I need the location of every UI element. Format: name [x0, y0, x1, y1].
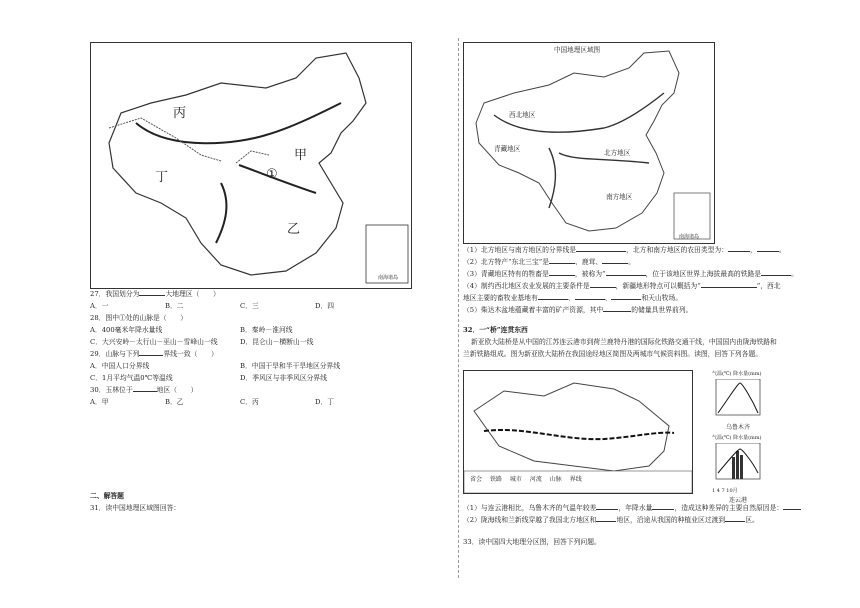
map2-south: 南方地区 — [606, 193, 633, 201]
label-one: ① — [266, 167, 278, 182]
q28-stem: 28．图中①处的山脉是（ ） — [90, 314, 188, 322]
map2-qingzang: 青藏地区 — [494, 145, 521, 153]
q29-d: D．季风区与非季风区分界线 — [240, 374, 328, 382]
label-yi: 乙 — [287, 222, 301, 237]
q30-b: B．乙 — [165, 398, 184, 406]
q28-a: A．400毫米年降水量线 — [90, 326, 163, 334]
section-title: 二、解答题 — [90, 492, 124, 500]
map2-north: 北方地区 — [604, 149, 631, 157]
q28-c: C．大兴安岭－太行山－巫山－雪峰山一线 — [90, 338, 218, 346]
climate-label-2: 气温(℃) 降水量(mm) — [712, 435, 762, 441]
city-urumqi: 乌鲁木齐 — [725, 424, 750, 431]
q33-stem: 33．读中国四大地理分区图，回答下列问题。 — [463, 538, 601, 546]
q29-b: B．中国干旱和半干旱地区分界线 — [240, 362, 341, 370]
q29-c: C．1月平均气温0℃等温线 — [90, 374, 173, 382]
lianyungang-svg — [712, 443, 772, 483]
q27-a: A．一 — [90, 302, 109, 310]
china-outline-svg-2 — [464, 43, 714, 243]
q31-stem: 31．读中国地理区域图回答： — [90, 504, 181, 512]
climate-chart-urumqi — [712, 370, 772, 432]
climate-label-1: 气温(℃) 降水量(mm) — [712, 371, 762, 377]
q31-item-4b: 地区主要的畜牧业基地有 、 、 和天山牧场。 — [463, 294, 683, 302]
q31-item-1: （1）北方地区与南方地区的分界线是 ，北方和南方地区的农田类型为： ， 。 — [463, 246, 786, 254]
map2-title: 中国地理区域图 — [554, 46, 601, 54]
china-outline-svg — [91, 43, 411, 288]
q27-b: B．二 — [165, 302, 184, 310]
q30-c: C．丙 — [240, 398, 259, 406]
q32-para2: 兰新铁路组成。图为新亚欧大陆桥在我国途经地区简图及两城市气候资料图。读图，回答下列各题。 — [463, 350, 763, 358]
climate-chart-lianyungang — [712, 434, 772, 504]
q29-stem: 29．山脉与下列 界线一致（ ） — [90, 350, 218, 358]
q31-item-5: （5）柴达木盆地蕴藏着丰富的矿产资源，其中 的储量具世界前列。 — [463, 306, 693, 314]
q31-item-2: （2）北方特产“东北三宝”是 、鹿茸、 。 — [463, 258, 636, 266]
q27-c: C．三 — [240, 302, 259, 310]
label-bing: 丙 — [173, 106, 187, 121]
q28-b: B．秦岭－淮河线 — [240, 326, 293, 334]
map2-inset-caption: 南海诸岛 — [679, 234, 700, 240]
q28-d: D．昆仑山－横断山一线 — [240, 338, 314, 346]
q29-a: A．中国人口分界线 — [90, 362, 150, 370]
q32-sub1: （1）与连云港相比，乌鲁木齐的气温年较差 ，年降水量 ，造成这种差异的主要自然原因是： — [463, 504, 801, 513]
months-label: 1 4 7 10月 — [712, 488, 738, 494]
q30-stem: 30．玉林位于 地区（ ） — [90, 386, 198, 394]
q31-item-3: （3）青藏地区特有的牲畜是 ，被称为“ ，位于该地区世界上海拔最高的铁路是 。 — [463, 270, 798, 278]
q27-d: D．四 — [315, 302, 335, 310]
label-jia: 甲 — [294, 148, 308, 163]
map2-northwest: 西北地区 — [509, 111, 536, 119]
q27-stem: 27．我国划分为 大地理区（ ） — [90, 290, 220, 298]
q30-d: D．丁 — [315, 398, 335, 406]
inset-caption-1: 南海诸岛 — [378, 275, 399, 281]
eurasia-bridge-map — [463, 370, 693, 494]
q32-sub2: （2）陇海线和兰新线穿越了我国北方地区和 地区，沿途从我国的种植业区过渡到 区。 — [463, 516, 759, 524]
china-region-map-2 — [463, 42, 715, 244]
china-region-map-1 — [90, 42, 412, 289]
q30-a: A．甲 — [90, 398, 109, 406]
q32-para1: 新亚欧大陆桥是从中国的江苏连云港市到荷兰鹿特丹港的国际化铁路交通干线，中国国内由陇海铁路和 — [471, 338, 777, 346]
q32-title: 32．一“桥”连贯东西 — [463, 326, 528, 334]
q31-item-4: （4）制约西北地区农业发展的主要条件是 ，新疆地形特点可以概括为“ ”，西北 — [463, 282, 781, 290]
city-lianyungang: 连云港 — [728, 497, 747, 504]
urumqi-svg — [712, 379, 772, 419]
legend-row: 省会 铁路 城市 河流 山脉 界线 — [470, 476, 582, 483]
column-divider — [458, 38, 459, 578]
label-ding: 丁 — [155, 170, 169, 185]
